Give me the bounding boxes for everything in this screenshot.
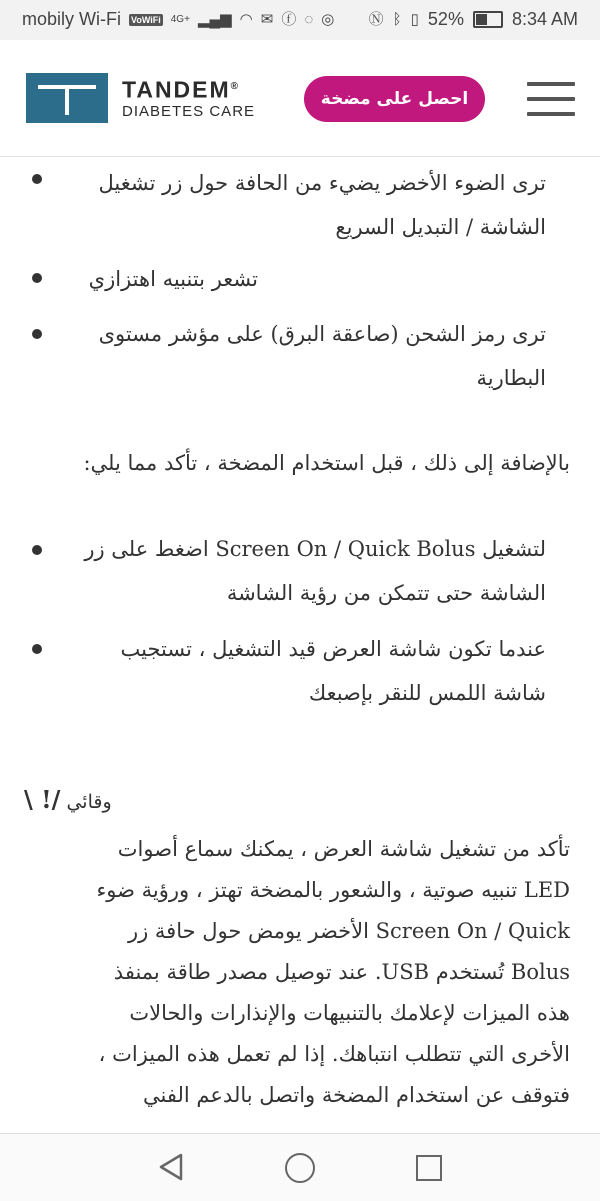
system-nav-bar <box>0 1133 600 1201</box>
facebook-icon: ⓕ <box>281 10 297 28</box>
tandem-logo-icon[interactable] <box>26 73 108 123</box>
warning-line: تأكد من تشغيل شاشة العرض ، يمكنك سماع أصوات <box>117 837 570 861</box>
status-right <box>369 9 578 30</box>
list-item <box>89 257 258 301</box>
warning-symbol: \ !/ <box>24 785 61 814</box>
list-item-line: ترى الضوء الأخضر يضيء من الحافة حول زر تشغيل <box>98 171 546 195</box>
bullet-dot <box>32 273 42 283</box>
warning-line: Screen On / Quick الأخضر يومض حول حافة زر <box>127 919 570 943</box>
list-item <box>26 527 546 615</box>
list-item-line: الشاشة / التبديل السريع <box>335 215 546 239</box>
status-left <box>22 9 334 30</box>
volte-badge: VoWiFi <box>131 14 161 25</box>
list-item <box>26 161 546 249</box>
brand-logo-text[interactable] <box>122 75 255 122</box>
nfc-icon: Ⓝ <box>368 10 384 28</box>
warning-paragraph <box>20 829 570 1116</box>
signal-icon: ▂▄▆ <box>197 10 232 28</box>
get-pump-button[interactable]: احصل على مضخة <box>304 76 485 122</box>
bluetooth-icon: ᛒ <box>392 10 402 28</box>
status-bar <box>0 0 600 40</box>
list-item-line: ترى رمز الشحن (صاعقة البرق) على مؤشر مستوى <box>98 322 546 346</box>
logo-t-stem <box>65 85 69 115</box>
brand-name: TANDEM® <box>122 76 241 103</box>
recent-apps-icon[interactable] <box>416 1155 442 1181</box>
carrier-label: mobily Wi-Fi <box>22 9 121 29</box>
list-item-line: تشعر بتنبيه اهتزازي <box>88 267 258 291</box>
menu-line <box>527 82 575 86</box>
list-item-line: الشاشة حتى تتمكن من رؤية الشاشة <box>226 581 546 605</box>
battery-fill <box>476 14 487 25</box>
menu-line <box>527 112 575 116</box>
vibrate-icon: ▯ <box>410 10 419 28</box>
wifi-icon: ◠ <box>239 10 253 28</box>
clock: 8:34 AM <box>511 9 578 29</box>
menu-line <box>527 97 575 101</box>
hamburger-menu-icon[interactable] <box>527 80 575 118</box>
warning-line: Bolus تُستخدم USB. عند توصيل مصدر طاقة بمنفذ <box>113 960 570 984</box>
warning-line: فتوقف عن استخدام المضخة واتصل بالدعم الفني <box>143 1083 570 1107</box>
battery-percent: 52% <box>427 9 464 29</box>
battery-icon <box>473 11 503 28</box>
back-icon[interactable] <box>157 1152 185 1182</box>
list-item-line: شاشة اللمس للنقر بإصبعك <box>308 681 546 705</box>
list-item-line: البطارية <box>476 366 546 390</box>
list-item-line: عندما تكون شاشة العرض قيد التشغيل ، تستجيب <box>120 637 546 661</box>
messenger-icon: ◎ <box>321 10 335 28</box>
warning-heading <box>24 785 112 814</box>
site-header <box>0 40 600 157</box>
list-item-line: لتشغيل Screen On / Quick Bolus اضغط على زر <box>84 537 546 561</box>
mail-icon: ✉ <box>260 10 274 28</box>
list-item <box>26 312 546 400</box>
registered-mark: ® <box>230 81 241 92</box>
list-item <box>26 627 546 715</box>
intro-paragraph: بالإضافة إلى ذلك ، قبل استخدام المضخة ، تأكد مما يلي: <box>83 451 570 475</box>
home-icon[interactable] <box>285 1153 315 1183</box>
network-type-label: 4G+ <box>170 13 190 25</box>
warning-label: وقائي <box>66 791 112 813</box>
warning-line: الأخرى التي تتطلب انتباهك. إذا لم تعمل هذه الميزات ، <box>98 1042 570 1066</box>
warning-line: LED تنبيه صوتية ، والشعور بالمضخة تهتز ، ورؤية ضوء <box>96 878 570 902</box>
article-content <box>0 157 600 1133</box>
warning-line: هذه الميزات لإعلامك بالتنبيهات والإنذارات والحالات <box>129 1001 570 1025</box>
brand-subtitle: DIABETES CARE <box>122 102 256 120</box>
whatsapp-icon: ◌ <box>304 10 314 28</box>
